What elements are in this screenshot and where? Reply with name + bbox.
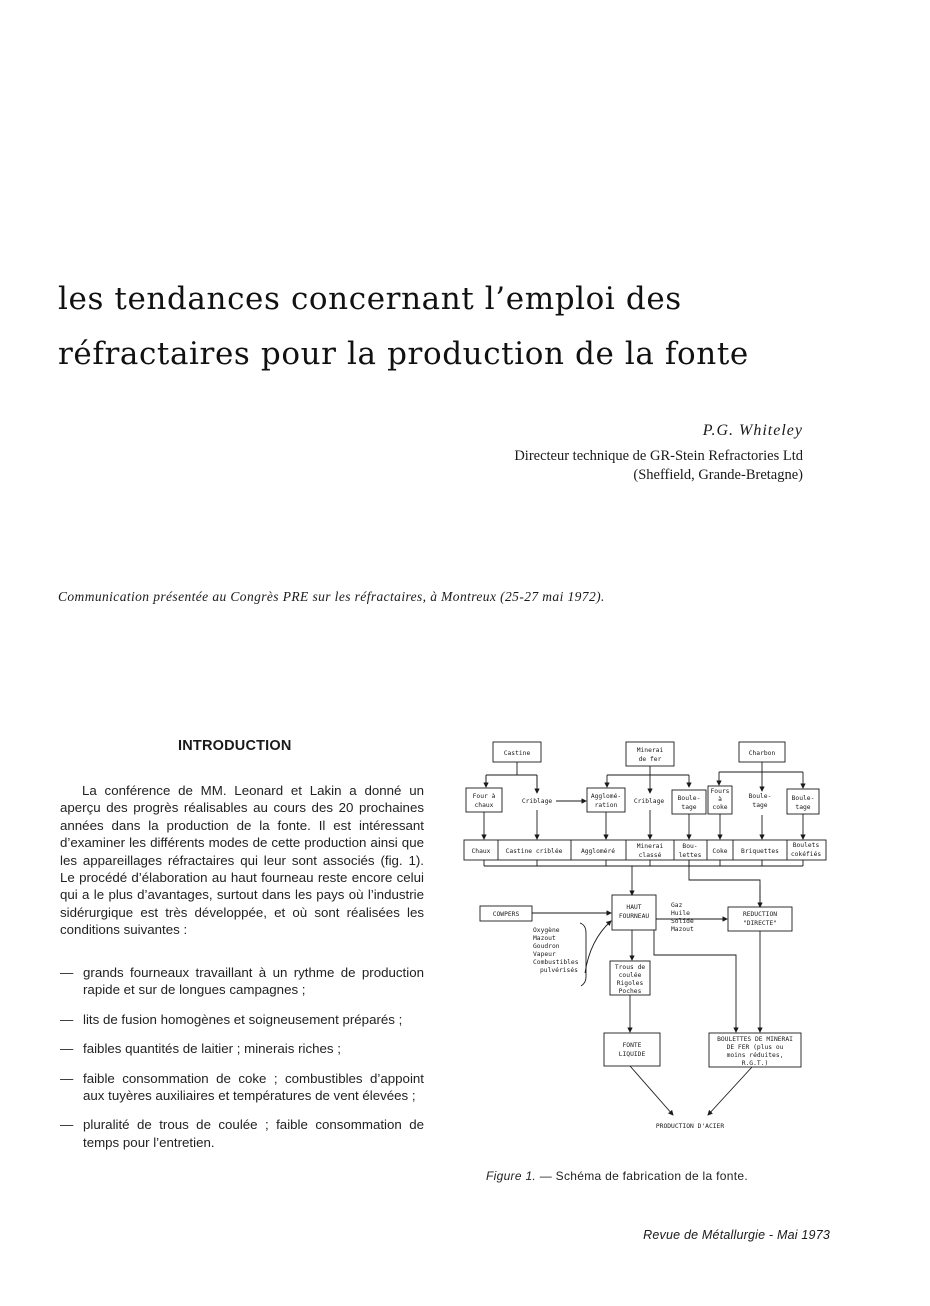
label-p-chaux: Chaux bbox=[471, 848, 491, 855]
title-line-1: les tendances concernant l’emploi des bbox=[58, 281, 682, 317]
label-gaz-2: Huile bbox=[671, 910, 690, 917]
label-boulmin-1: BOULETTES DE MINERAI bbox=[717, 1036, 793, 1043]
list-item: — grands fourneaux travaillant à un rythme de production rapide et sur de longues campagnes ; bbox=[60, 964, 424, 999]
label-fours-coke-2: à bbox=[718, 796, 722, 803]
label-boul-1b: tage bbox=[681, 804, 697, 811]
author-name: P.G. Whiteley bbox=[702, 422, 803, 439]
label-trous-2: coulée bbox=[618, 972, 642, 979]
label-criblage-2: Criblage bbox=[633, 798, 665, 805]
label-boul-2a: Boule- bbox=[748, 793, 772, 800]
label-oxy-3: Goudron bbox=[533, 943, 560, 950]
label-gaz-3: Solide bbox=[671, 918, 694, 925]
affiliation-line-2: (Sheffield, Grande-Bretagne) bbox=[633, 467, 803, 483]
label-oxy-2: Mazout bbox=[533, 935, 556, 942]
journal-footer: Revue de Métallurgie - Mai 1973 bbox=[643, 1228, 830, 1242]
box-fonte-liquide bbox=[604, 1033, 660, 1066]
label-gaz-1: Gaz bbox=[671, 902, 683, 909]
label-four-chaux-2: chaux bbox=[474, 802, 494, 809]
label-cowpers: COWPERS bbox=[492, 911, 520, 918]
label-p-coke: Coke bbox=[712, 848, 728, 855]
figure-label: Figure 1. bbox=[486, 1169, 537, 1183]
label-p-agglo: Aggloméré bbox=[580, 848, 616, 855]
label-boulmin-4: R.G.T.) bbox=[741, 1060, 769, 1067]
communication-note: Communication présentée au Congrès PRE sur les réfractaires, à Montreux (25-27 mai 1972). bbox=[58, 589, 605, 604]
label-trous-1: Trous de bbox=[614, 964, 646, 971]
label-boul-3b: tage bbox=[795, 804, 811, 811]
list-item: — faibles quantités de laitier ; minerais riches ; bbox=[60, 1040, 424, 1057]
list-item: — lits de fusion homogènes et soigneusement préparés ; bbox=[60, 1011, 424, 1028]
label-p-boulettes-1: Bou- bbox=[682, 843, 698, 850]
intro-paragraph: La conférence de MM. Leonard et Lakin a donné un aperçu des progrès réalisables au cours des 20 prochaines années dans la production de la fonte. Il est intéressant d’examiner les différents modes de cette production ainsi que les appareillages réfractaires qui leur sont associés (fig. 1). Le procédé d’élaboration au haut fourneau reste encore celui qui a le plus d’avantages, surtout dans les pays où l’industrie sidérurgique est très développée, et où sont réalisées les conditions suivantes : bbox=[60, 783, 424, 938]
label-oxy-4: Vapeur bbox=[533, 951, 556, 958]
label-fonte-2: LIQUIDE bbox=[618, 1051, 646, 1058]
label-p-boul-cok-1: Boulets bbox=[792, 842, 820, 849]
label-fours-coke-3: coke bbox=[712, 804, 728, 811]
affiliation-line-1: Directeur technique de GR-Stein Refractories Ltd bbox=[514, 448, 803, 464]
figure-caption-text: — Schéma de fabrication de la fonte. bbox=[539, 1169, 748, 1183]
label-agglo-2: ration bbox=[594, 802, 618, 809]
label-castine: Castine bbox=[503, 750, 531, 757]
label-p-minerai-1: Minerai bbox=[636, 843, 664, 850]
diagram-labels bbox=[472, 747, 822, 1130]
label-minerai-1: Minerai bbox=[636, 747, 664, 754]
label-haut-1: HAUT bbox=[626, 904, 642, 911]
label-p-briquettes: Briquettes bbox=[741, 848, 779, 855]
author-affiliation bbox=[514, 447, 803, 485]
conditions-list bbox=[60, 964, 424, 1163]
label-minerai-2: de fer bbox=[638, 756, 662, 763]
label-boulmin-3: moins réduites, bbox=[726, 1052, 784, 1059]
article-title bbox=[58, 272, 878, 382]
label-fonte-1: FONTE bbox=[622, 1042, 642, 1049]
label-four-chaux-1: Four à bbox=[472, 793, 496, 800]
label-p-castine: Castine criblée bbox=[505, 848, 563, 855]
label-agglo-1: Agglomé- bbox=[590, 793, 622, 800]
section-heading-introduction: INTRODUCTION bbox=[178, 738, 292, 754]
label-trous-4: Poches bbox=[618, 988, 642, 995]
label-p-boulettes-2: lettes bbox=[678, 852, 702, 859]
list-item: — pluralité de trous de coulée ; faible consommation de temps pour l’entretien. bbox=[60, 1116, 424, 1151]
process-flow-diagram bbox=[460, 735, 840, 1165]
list-item: — faible consommation de coke ; combustibles d’appoint aux tuyères auxiliaires et températures de vent élevées ; bbox=[60, 1070, 424, 1105]
label-red-2: "DIRECTE" bbox=[742, 920, 778, 927]
label-boul-1a: Boule- bbox=[677, 795, 701, 802]
label-criblage-1: Criblage bbox=[521, 798, 553, 805]
label-trous-3: Rigoles bbox=[616, 980, 644, 987]
label-boul-3a: Boule- bbox=[791, 795, 815, 802]
figure-caption bbox=[486, 1169, 748, 1183]
label-fours-coke-1: Fours bbox=[710, 788, 730, 795]
label-oxy-1: Oxygène bbox=[533, 927, 560, 934]
label-gaz-4: Mazout bbox=[671, 926, 694, 933]
label-red-1: REDUCTION bbox=[742, 911, 778, 918]
label-boulmin-2: DE FER (plus ou bbox=[726, 1044, 784, 1051]
label-charbon: Charbon bbox=[748, 750, 776, 757]
title-line-2: réfractaires pour la production de la fonte bbox=[58, 336, 749, 372]
label-oxy-5: Combustibles bbox=[533, 959, 579, 966]
label-production: PRODUCTION D'ACIER bbox=[655, 1123, 725, 1130]
label-oxy-6: pulvérisés bbox=[540, 967, 578, 974]
label-p-minerai-2: classé bbox=[638, 852, 662, 859]
label-boul-2b: tage bbox=[752, 802, 768, 809]
label-p-boul-cok-2: cokéfiés bbox=[790, 851, 822, 858]
label-haut-2: FOURNEAU bbox=[618, 913, 650, 920]
